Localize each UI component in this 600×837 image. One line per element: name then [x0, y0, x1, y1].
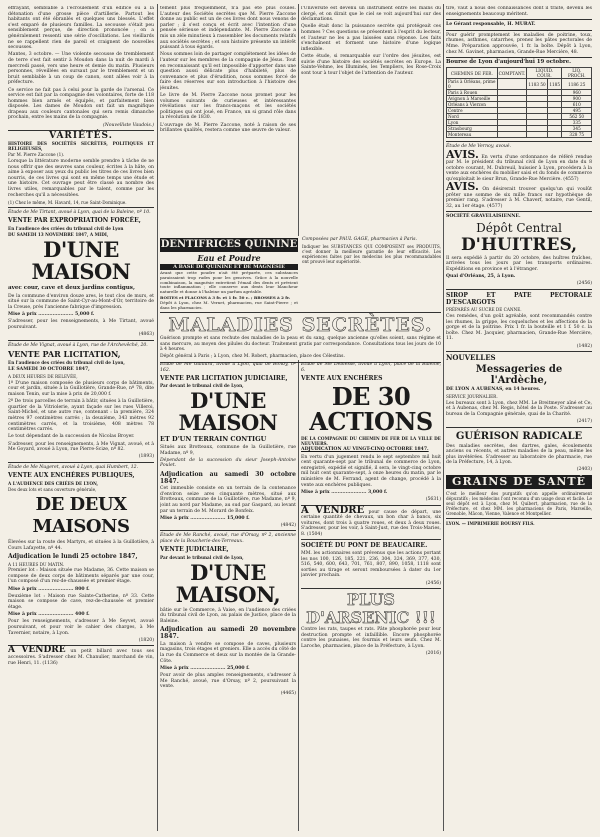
notice-text: En vertu d'un jugement rendu le sept septembre mil huit cent quarante-sept par le tribunal de commerce de Lyon, enregistré, expédié et signifié, il sera, le vingt-cinq octobre mil huit cent quarante-sept, à onze heures du matin, par le ministère de M. Ferrand, agent de change, procédé à la vente aux enchères publiques.: [301, 454, 441, 488]
article-text: l'Université est devenu un instrument entre les mains du clergé, et on dirait que le ciel se voit aujourd'hui sur des déclamations.: [301, 6, 441, 23]
article-text: Le livre de M. Pierre Zaccone nous promet pour les volumes suivants de curieuses et intéressantes révélations sur les francs-maçons et les sociétés politiques qui ont joué, en France, un si grand rôle dans la révolution de 1830.: [160, 93, 296, 121]
bourse-row-label: Nord: [447, 114, 498, 120]
article-source: (Nouvelliste Vaudois.): [102, 122, 154, 128]
grains-sante-title: GRAINS DE SANTÉ: [446, 475, 592, 489]
notice-ref: (1820): [138, 637, 154, 643]
bourse-cell: [497, 132, 527, 138]
arsenic-title: PLUS D'ARSENIC !!!: [306, 590, 436, 628]
column-4: [446, 6, 592, 829]
huitres-address: Quai d'Orléans, 25, à Lyon.: [446, 274, 516, 280]
notice-contact: Pour avoir de plus amples renseignements, s'adresser à Me Ranché, avoué, rue d'Orsay, nº 2, poursuivant la vente.: [160, 672, 296, 690]
sale-title: A VENDRE: [8, 645, 66, 656]
notice-lot: Deuxième lot : Maison rue Sainte-Catherine, nº 33. Cette maison se compose de cave, rez-de-chaussée et premier étage.: [8, 593, 154, 611]
notice-court: Par devant le tribunal civil de Lyon,: [160, 383, 244, 389]
societe-title: SOCIÉTÉ GRAVELAISIENNE.: [446, 214, 521, 220]
article-text: tement plus fréquemment, n'a pas été plus coulés. L'auteur des Sociétés secrètes que M. Pierre Zaccone donne au public est un de ces livres dont nous venons de parler ; il s'est conçu et écrit avec l'intention d'une pensée sérieuse et indépendante. M. Pierre Zaccone a mis un zèle minutieux à rassembler les documents relatifs aux sociétés secrètes ; et son histoire présente un intérêt puissant à tous égards.: [160, 6, 296, 51]
divider: [446, 211, 592, 212]
bourse-title: Bourse de Lyon d'aujourd'hui 19 octobre.: [446, 59, 572, 66]
bourse-row: [447, 132, 592, 138]
varietes-subtitle: HISTOIRE DES SOCIÉTÉS SECRÈTES, POLITIQUES ET RELIGIEUSES,: [8, 140, 154, 151]
article-text: Ce service ne fait pas à celui pour la garde de l'arsenal. Ce service est fait par la compagnie des volontaires, forte de 118 hommes bien armés et équipés, et parfaitement bien disposée. Les dames de Moudon ont fait un magnifique drapeau aux couleurs cantonales qui sera remis dimanche prochain, entre les mains de la compagnie.: [8, 87, 154, 121]
notice-lot: 2º De trois parcelles de terrain à bâtir, situées à la Guillotière, quartier de la Vitriolerie, ayant façade sur les rues Villeroi, Saint-Michel, et une autre rue, contenant : la première, 324 mètres 97 centimètres carrés ; la deuxième, 343 mètres 92 centimètres carrés, et la troisième, 408 mètres 78 centimètres carrés.: [8, 399, 154, 433]
notice-place: Situés aux Brotteaux, commune de la Guillotière, rue Madame, nº 9,: [160, 444, 296, 456]
notice-lot: Premier lot : Maison située rue Madame, 36. Cette maison se compose de deux corps de bâtiments séparés par une cour, l'un composé d'un rez-de-chaussée et premier étage.: [8, 568, 154, 585]
ad-header: Composées par PAUL GAGE, pharmacien à Paris.: [302, 237, 418, 242]
dentifrice-ad: [160, 237, 298, 310]
sirop-title: SIROP ET PATE PECTORALE D'ESCARGOTS: [446, 291, 592, 306]
bourse-row-label: Paris à Orléans, prime 0: [448, 79, 496, 90]
notice-kind: VENTE PAR EXPROPRIATION FORCÉE,: [8, 216, 141, 224]
notice-court: A L'AUDIENCE DES CRIÉES DE LYON,: [8, 480, 98, 486]
notice-kind: VENTE PAR LICITATION,: [8, 348, 121, 359]
notice-price: Mise à prix ...................... 3,000 f.: [301, 489, 388, 495]
bourse-col-header: COMPTANT.: [497, 68, 527, 79]
divider: [8, 207, 154, 208]
notice-text: Cet immeuble consiste en un terrain de la contenance d'environ seize ares cinquante mètres, situé aux Brotteaux, commune de la Guillotière, rue Madame, nº 9, joint au nord par Madame, au sud par Gaspard, au levant par un terrain de M. Morard de Bonfeix.: [160, 486, 296, 514]
divider: [446, 19, 592, 20]
varietes-text: Lorsque la littérature moderne semble prendre à tâche de ne nous offrir que des œuvres sans couleur, écrites à la hâte, on aime à exposer aux yeux du public les titres de ces livres bien nourris, de ces livres qui sont en même temps une étude et une histoire. Cet ouvrage peut être classé au nombre des livres utiles, remarquables par le talent, comme par les recherches qu'il a nécessitées.: [8, 159, 154, 198]
divider: [446, 289, 592, 290]
bourse-cell: [547, 132, 562, 138]
notice-title: D'UNE MAISON: [178, 388, 278, 436]
notice-price: Mise à prix ...................... 15,000 f.: [160, 515, 250, 521]
notice-subtitle: avec cour, cave et deux jardins contigus,: [8, 285, 135, 292]
bourse-row: [447, 79, 592, 90]
bourse-row-label: Montereau: [447, 132, 498, 138]
divider: [446, 141, 592, 142]
dentifrice-price: BOITES et FLACONS à 3 fr. et 1 fr. 50 c. ; BROSSES à 2 fr.: [160, 294, 291, 300]
notice-title: D'UNE MAISON: [31, 237, 131, 285]
avis-title: AVIS.: [446, 180, 479, 194]
bourse-cell: 900: [562, 96, 592, 102]
notice-date: Adjudication le lundi 25 octobre 1847,: [8, 553, 138, 561]
sirop-subtitle: PRÉPARÉS AU SUCRE DE CANNE.: [446, 307, 522, 313]
notice-date: Adjudication au samedi 20 novembre 1847.: [160, 626, 296, 641]
pectoral-text: Pour guérir promptement les maladies de poitrine, toux, rhumes, asthmes, catarrhes, prenez les pâtes pectorales de Mme. Préparation approuvée, 1 fr. la boîte. Dépôt à Lyon, chez M. Gavinet, pharmacien, Grande-Rue Mercière, 48.: [446, 32, 592, 55]
bourse-cell: 960: [562, 90, 592, 96]
article-text: tiré, vaut à nous des connaissances dont il traite, devenu les enseignements beaucoup méritent.: [446, 6, 592, 17]
divider: [446, 518, 592, 519]
notice-title: D'UNE MAISON,: [175, 559, 281, 607]
messageries-title-2: Messageries de l'Ardèche,: [475, 363, 563, 386]
column-rule: [298, 360, 299, 831]
bourse-col-header: LIQ. PROCH.: [562, 68, 592, 79]
notice-ref: (4465): [280, 691, 296, 697]
notice-kind: VENTE PAR LICITATION JUDICIAIRE,: [160, 374, 288, 382]
dentifrice-subtitle: Eau et Poudre: [197, 253, 261, 263]
notice-date: LE SAMEDI 30 OCTOBRE 1847,: [8, 367, 90, 373]
notice-time: A 11 HEURES DU MATIN.: [8, 561, 65, 567]
bourse-cell: 345: [562, 126, 592, 132]
notice-contact: Pour les renseignements, s'adresser à Me Seyvet, avoué poursuivant, et pour voir le cahier des charges, à Me Tavernier, notaire, à Lyon.: [8, 619, 154, 636]
notice-subtitle: DE LA COMPAGNIE DU CHEMIN DE FER DE LA VILLE DE NEUVIERS.: [301, 435, 441, 446]
divider: [446, 351, 592, 352]
divider: [8, 462, 154, 463]
notice-text: Élevées sur la route des Martyrs, et situées à la Guillotière, à Cours Lafayette, nº 44.: [8, 540, 154, 551]
notice-text: Le tout dépendant de la succession de Nicolas Broyer.: [8, 434, 135, 440]
bourse-cell: 335: [562, 120, 592, 126]
notice-price: Mise à prix ...................... 800 f.: [8, 586, 90, 592]
column-1: [8, 6, 154, 829]
avis-text: On désirerait trouver quelqu'un qui voulût prêter une somme de six mille francs sur hypothèque de premier rang. S'adresser à M. Chaverf, notaire, rue Gentil, 32, au 1er étage.: [446, 187, 592, 209]
notice-note: Des deux lots et sans ouverture générale,: [8, 487, 97, 493]
avis-ref: (4557): [563, 176, 579, 182]
notice-header: Étude de Me Gaillard, avoué à Lyon, quai de Bondy, nº 162.: [160, 362, 296, 373]
messageries-text: Les bureaux sont à Lyon, chez MM. Le Breitmeyer aîné et Ce, et à Aubenas, chez M. Regis, hôtel de la Poste. S'adresser au bureau de la Compagnie générale, quai de la Charité.: [446, 400, 592, 417]
notice-text: MM. les actionnaires sont prévenus que les actions portant les nos 100, 126, 185, 221, 236, 304, 324, 369, 377, 430, 516, 540, 600, 643, 701, 761, 807, 890, 1058, 1118 sont sorties au tirage et seront remboursées à dater du 1er janvier prochain.: [301, 551, 441, 579]
notice-header: Étude de Me Tirtant, avoué à Lyon, quai de la Baleine, nº 10.: [8, 209, 151, 215]
notice-date: Adjudication au samedi 30 octobre 1847.: [160, 470, 296, 485]
sale-ref: (1504): [306, 531, 323, 537]
avis-text: En vertu d'une ordonnance de référé rendue par M. le président du tribunal civil de Lyon en date du 8 octobre courant, M. Dubreuil, huissier à Lyon, procédera à la vente aux enchères du mobilier saisi et du fonds de commerce qu'exploitait le sieur Brun, Grande-Rue Mercière.: [446, 154, 592, 182]
bourse-row-label: Centre: [447, 108, 498, 114]
varietes-title: VARIÉTÉS.: [49, 131, 113, 142]
bourse-cell: 610: [562, 102, 592, 108]
maladies-text: Guérison prompte et sans rechute des maladies de la peau et du sang, quelque ancienne qu'elles soient, sans régime et sans mercure, au moyen des pilules du docteur. Traitement gratis par correspondance. Consultations tous les jours de 10 à 4 heures.: [160, 336, 441, 353]
notice-text: bâtie sur le Commerce, à Vaise, en l'audience des criées du tribunal civil de Lyon, au palais de Justice, place de la Baleine.: [160, 607, 296, 625]
notice-ref: (4863): [138, 332, 154, 338]
bourse-cell: 495: [562, 108, 592, 114]
bourse-row-label: Lyon: [447, 120, 498, 126]
dentifrice-subtitle-2: A BASE DE QUININE ET DE MAGNÉSIE: [160, 264, 298, 270]
notice-date: ADJUDICATION AU VINGT-CINQ OCTOBRE 1847.: [301, 447, 429, 453]
notice-text: La maison à vendre se compose de caves, plusieurs magasins, trois étages et greniers. Elle a accès du côté de la rue du Commerce et deux sur la montée de la Grande-Côte.: [160, 641, 296, 664]
notice-price: Mise à prix ...................... 25,000 f.: [160, 665, 250, 671]
messageries-subtitle: DE LYON A AUBENAS, en 14 heures.: [446, 386, 541, 392]
sale-text: un petit billard avec tous ses accessoires. S'adresser chez M. Chanulier, marchand de vin, rue Henri, 11.: [8, 649, 154, 666]
imprimerie-line: LYON. — IMPRIMERIE BOURSY FILS.: [446, 521, 535, 527]
notice-ref: (2417): [576, 418, 592, 424]
notice-kind: VENTE AUX ENCHÈRES PUBLIQUES,: [8, 472, 135, 480]
notice-contact: S'adresser, pour les renseignements, à Me Vignat, avoué, et à Me Goyard, avoué à Lyon, rue Pierre-Scize, nº 82.: [8, 441, 154, 453]
bourse-col-header: CHEMINS DE FER.: [447, 68, 498, 79]
column-rule: [443, 4, 444, 831]
column-3-bottom: [301, 362, 441, 829]
bourse-col-header: LIQUID. COUR.: [527, 68, 562, 79]
notice-price: Mise à prix ...................... 5,000 f.: [8, 312, 95, 318]
notice-header: Étude de Me Ranché, avoué, rue d'Orsay, nº 2, ancienne place de la Boucherie-des-Terreaux.: [160, 533, 296, 545]
notice-owner: Dépendant de la succession du sieur Joseph-Antoine Poulet.: [160, 457, 296, 469]
avis-title: AVIS.: [446, 147, 479, 161]
bourse-row-label: Strasbourg: [447, 126, 498, 132]
bourse-row-label: Orléans à Vierzon: [447, 102, 498, 108]
column-2-bottom: [160, 362, 296, 829]
notice-ref: (1482): [576, 343, 592, 349]
column-rule: [298, 4, 299, 236]
sirop-text: Ces remèdes, d'un goût agréable, sont recommandés contre les rhumes, la grippe, les coqueluches et les affections de la gorge et de la poitrine. Prix 1 fr. la bouteille et 1 f. 50 c. la boîte. Chez M. Jacquier, pharmacien, Grande-Rue Mercière, 11.: [446, 314, 592, 342]
notice-lot: 1º D'une maison composée de plusieurs corps de bâtiments, cour et jardin, située à la Guillotière, Grande-Rue, nº 78, dite maison Tenin, sur la mise à prix de 20,000 f.: [8, 380, 154, 398]
quinine-products-ad: [302, 237, 441, 310]
notice-ref: (2016): [425, 651, 441, 657]
notice-date: DU SAMEDI 13 NOVEMBRE 1847, A MIDI,: [8, 232, 109, 238]
arsenic-text: Contre les rats, taupes et rats. Pâte phosphorée pour leur destruction prompte et infaillible. Encore phosphorée contre les punaises, les fourmis et leurs œufs. Chez M. Laroche, pharmacien, place de la Préfecture, à Lyon.: [301, 627, 441, 649]
article-text: L'ouvrage de M. Pierre Zaccone, noté à raison de ses brillantes qualités, restera comme une œuvre de valeur.: [160, 122, 296, 134]
bourse-cell: 328 75: [562, 132, 592, 138]
notice-header: Étude de Me Vignat, avoué à Lyon, rue de l'Archevêché, 20.: [8, 342, 148, 348]
varietes-note: (1) Chez le même, M. Havard, 14, rue Saint-Dominique.: [8, 199, 127, 205]
bourse-table: [446, 67, 592, 138]
sale-text: pour cause de départ, une certaine quantité de chevaux, un bon char à bancs, six voitures, dont trois à quatre roues, et deux à deux roues. S'adresser, pour les voir, à Saint-Just, rue des Trois-Maries, 8.: [301, 509, 441, 537]
article-text: Quelle était donc la puissance secrète qui protégeait ces hommes ? Ces questions se présentent à l'esprit du lecteur, et l'auteur ne les a pas laissées sans réponse. Les faits s'enchaînent et forment une histoire d'une logique inflexible.: [301, 24, 441, 52]
notice-court: Par devant le tribunal civil de Lyon,: [160, 554, 244, 560]
huitres-text: Il sera expédié à partir du 20 octobre, des huîtres fraîches, arrivées tous les jours par les transports ordinaires. Expéditions en province et à l'étranger.: [446, 255, 592, 272]
advertisement-band: [160, 237, 441, 360]
messageries-title-1: NOUVELLES: [446, 353, 496, 363]
depot-title: Dépôt Central: [476, 220, 562, 235]
bourse-cell: 562 50: [562, 114, 592, 120]
varietes-author: Par M. Pierre Zaccone (1).: [8, 152, 65, 158]
article-text: effrayant, semblable à l'écroulement d'un édifice ou à la détonation d'une grosse pièce d'artillerie. Partout les habitants ont été ébranlés et quelques uns blessés. L'effet s'est emparé de plusieurs familles. La secousse s'était peu sensiblement perçue, de direction prononcée ; on a généralement ressenti une série d'oscillations. Les vieillards ne se rappellent rien de pareil et craignent de nouvelles secousses.: [8, 6, 154, 51]
avis-ref: (4577): [487, 203, 503, 209]
divider: [160, 530, 296, 531]
column-rule: [157, 4, 158, 831]
notice-price: Mise à prix ...................... 400 f.: [8, 612, 90, 618]
bourse-row-label: Paris à Rouen: [447, 90, 498, 96]
bourse-cell: 1183 50: [527, 79, 548, 90]
divider: [446, 57, 592, 58]
article-text: Nous sommes loin de partager complétement les idées de l'auteur sur les membres de la compagnie de Jésus. Tout en reconnaissant qu'il est impossible d'apporter dans une question aussi délicate plus d'habileté, plus de convenance et plus d'érudition, nous sommes forcé de faire des réserves sur son introduction à l'histoire des jésuites.: [160, 52, 296, 91]
divider: [446, 30, 592, 31]
notice-title: DE DEUX MAISONS: [32, 494, 130, 538]
notice-ref: (1893): [138, 454, 154, 460]
notice-title: DE 30 ACTIONS: [309, 381, 433, 436]
bourse-row-label: Avignon à Marseille: [447, 96, 498, 102]
maladies-depot: Dépôt général à Paris ; à Lyon, chez M. Robert, pharmacien, place des Célestins.: [160, 354, 345, 360]
guerison-title: GUÉRISON RADICALE: [455, 430, 583, 442]
messageries-subtitle-2: SERVICE JOURNALIER.: [446, 393, 498, 399]
guerison-text: Des maladies secrètes, des dartres, gales, écoulements anciens ou récents, et autres maladies de la peau, même les plus invétérées. S'adresser au laboratoire de pharmacie, rue de la Préfecture, 14, à Lyon.: [446, 443, 592, 466]
notice-ref: (5631): [425, 496, 441, 502]
huitres-title: D'HUITRES,: [460, 234, 578, 255]
bourse-cell: 1186 25: [562, 79, 592, 90]
divider: [301, 539, 441, 540]
notice-ref: (4842): [280, 522, 296, 528]
notice-kind: VENTE AUX ENCHÈRES: [301, 374, 383, 382]
article-text: Mantes, 3 octobre. — Une violente secousse de tremblement de terre s'est fait sentir à Moudon dans la nuit de mardi à mercredi passé, vers une heure et demie du matin. Plusieurs personnes, réveillées en sursaut par le tremblement et un bruit semblable à un coup de canon, sont allées voir à la préfecture.: [8, 52, 154, 86]
notice-title: SOCIÉTÉ DU PONT DE BEAUCAIRE.: [301, 542, 428, 550]
sale-ref: (1136): [42, 660, 58, 666]
notice-header: Étude de Me Debiesse, avoué à Lyon, place de la Baleine, 6.: [301, 362, 441, 373]
column-3-top: [301, 6, 441, 236]
notice-kind: VENTE JUDICIAIRE,: [160, 546, 229, 554]
notice-ref: (2456): [425, 580, 441, 586]
notice-header: Étude de Me Nugeret, avoué à Lyon, quai Humbert, 12.: [8, 464, 139, 470]
grains-sante-text: C'est le meilleur des purgatifs qu'on appelle ordinairement dépuratifs ; les médecins l'ont reconnu d'un usage doux et facile. Le seul dépôt est à Lyon, chez M. Quibert, pharmacien, rue de la Préfecture, et chez MM. les pharmaciens de Paris, Marseille, Grenoble, Mâcon, Vienne, Valence et Montpellier.: [446, 491, 592, 517]
dentifrice-text: Avant que cette poudre n'ait été préparée, ces substances paraissaient trop rudes pour les gencives. Grâce à la nouvelle combinaison, la magnésie entretient l'émail des dents et prévient toute inflammation ; elle conserve aux dents leur blancheur naturelle et donne à l'haleine un parfum agréable.: [160, 270, 298, 295]
dentifrice-depot: Dépôt à Lyon, chez M. Vernet, pharmacien, rue Saint-Pierre ; et dans les pharmacies.: [160, 299, 298, 310]
notice-time: A DEUX HEURES DE RELEVÉE,: [8, 374, 78, 380]
divider: [301, 588, 441, 589]
divider: [8, 340, 154, 341]
dentifrice-title: DENTIFRICES QUININE: [160, 239, 298, 250]
notice-ref: (2456): [576, 281, 592, 287]
bourse-cell: 1185: [547, 79, 562, 90]
gerant-line: Le Gérant responsable, H. MURAT.: [446, 22, 536, 28]
notice-court: En l'audience des criées du tribunal civil de Lyon,: [8, 360, 125, 366]
notice-ref: (2403): [576, 467, 592, 473]
maladies-title: MALADIES SECRÈTES.: [168, 314, 433, 337]
notice-header: Étude de Me Vernoy, avoué.: [446, 144, 511, 150]
article-text: Cette étude, si remarquable sur l'ordre des jésuites, est suivie d'une histoire des sociétés secrètes en Europe. La Sainte-Vehme, les Illuminés, les Templiers, les Rose-Croix sont tour à tour l'objet de l'attention de l'auteur.: [301, 53, 441, 76]
bourse-cell: [527, 132, 548, 138]
notice-text: De la commune d'environ douze ares, le tout clos de murs, et situé sur la commune de Saint-Cyr-au-Mont-d'Or, territoire de la Creuse, près l'ancienne fabrique d'impression.: [8, 293, 154, 310]
notice-subtitle: ET D'UN TERRAIN CONTIGU: [160, 435, 267, 444]
bourse-cell: [497, 79, 527, 90]
divider: [446, 427, 592, 428]
ad-text: Indiquer les SUBSTANCES QUI COMPOSENT ses PRODUITS, c'est donner la meilleure garantie de leur efficacité. Les expériences faites par les médecins les plus recommandables ont prouvé leur supériorité.: [302, 244, 441, 264]
notice-contact: S'adresser, pour les renseignements, à Me Tirtant, avoué poursuivant.: [8, 319, 154, 330]
sale-title: A VENDRE: [301, 504, 365, 516]
column-2-top: [160, 6, 296, 236]
notice-court: En l'audience des criées du tribunal civil de Lyon: [8, 225, 124, 231]
